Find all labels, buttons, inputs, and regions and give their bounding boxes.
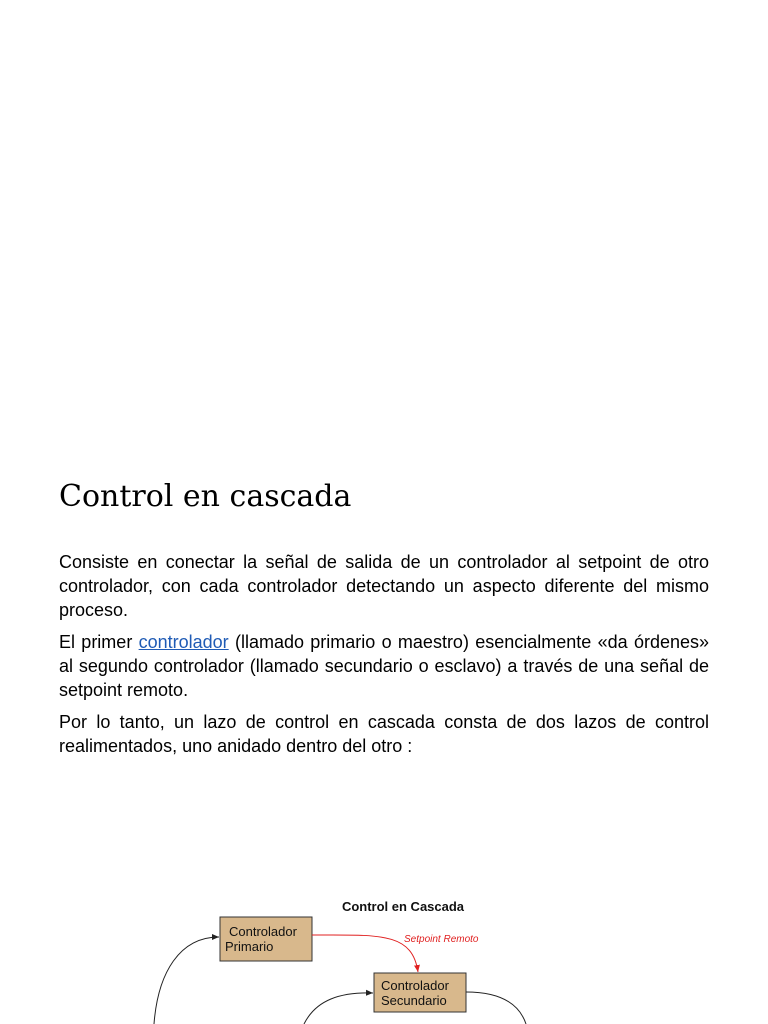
secondary-controller-label-line2: Secundario [381,993,447,1008]
diagram-title: Control en Cascada [341,899,465,914]
primary-controller-label-line1: Controlador [229,924,297,939]
primary-controller-label-line2: Primario [225,939,274,954]
paragraph-text-end: (llamado primario o maestro) esencialmente «da órdenes» al segundo controlador (llamado secundario o esclavo) a través de una señal de setpoint remoto. [59,632,709,700]
paragraph-primary-controller [59,630,709,702]
secondary-controller-label-line1: Controlador [381,978,449,993]
cascade-control-diagram [140,892,560,1024]
secondary-output-line [466,992,526,1024]
controlador-link[interactable]: controlador [138,632,229,652]
slide-title: Control en cascada [59,479,352,514]
remote-setpoint-arrow [312,935,418,972]
inner-loop-feedback-arrow [304,993,373,1024]
outer-loop-feedback-arrow [154,937,219,1024]
slide-body [59,550,709,766]
paragraph-conclusion: Por lo tanto, un lazo de control en cascada consta de dos lazos de control realimentados, uno anidado dentro del otro : [59,712,709,756]
paragraph-text-start: El primer [59,632,139,652]
paragraph-definition: Consiste en conectar la señal de salida de un controlador al setpoint de otro controlador, con cada controlador detectando un aspecto diferente del mismo proceso. [59,552,709,620]
setpoint-label: Setpoint Remoto [404,934,479,945]
